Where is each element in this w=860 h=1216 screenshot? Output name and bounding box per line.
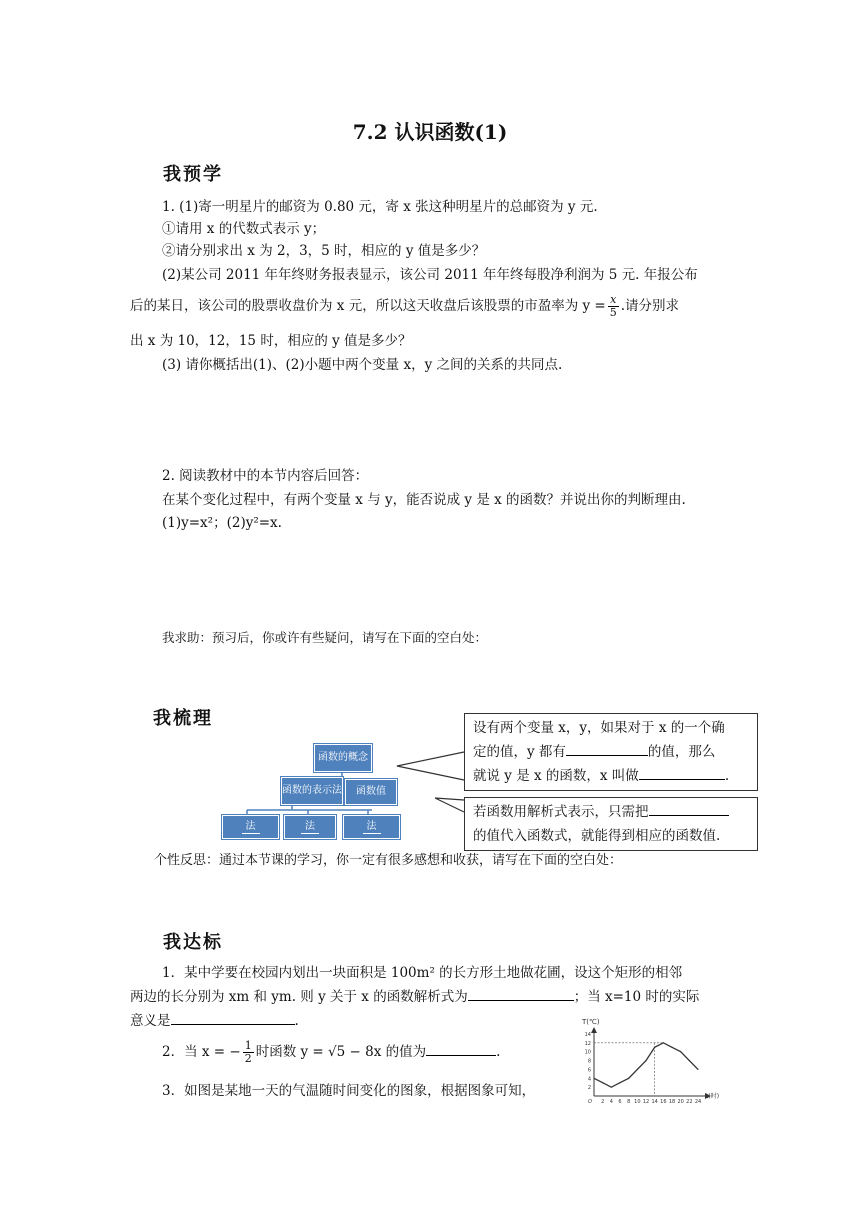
blank-unique-value	[566, 741, 648, 756]
chart-data-point	[680, 1051, 681, 1052]
diagram-leaf-1: 法	[222, 815, 279, 839]
fraction-denominator: 5	[609, 306, 617, 319]
t2-fraction: $\frac{1}{2}$	[244, 1039, 252, 1065]
page-title: 7.2 认识函数(1)	[352, 120, 508, 144]
blank-function-value	[426, 1041, 496, 1056]
chart-x-tick-label: 20	[677, 1099, 684, 1105]
callout-value-line-2: 的值代入函数式，就能得到相应的函数值.	[473, 828, 721, 844]
chart-data-point	[628, 1078, 629, 1079]
chart-data-point	[697, 1069, 698, 1070]
chart-data-point	[663, 1042, 664, 1043]
callout-definition-line-3: 就说 y 是 x 的函数，x 叫做 .	[473, 764, 749, 788]
q1-line-2: ①请用 x 的代数式表示 y；	[162, 221, 326, 237]
chart-y-tick-label: 2	[587, 1085, 591, 1092]
fraction-numerator: x	[608, 294, 619, 307]
q1-line-5-tail: .请分别求	[620, 298, 680, 314]
q2-line-3: (1)y=x²；(2)y²=x.	[162, 515, 282, 531]
chart-data-point	[593, 1078, 594, 1079]
chart-data-point	[671, 1047, 672, 1048]
chart-x-tick-label: 10	[634, 1099, 641, 1105]
q1-line-4: (2)某公司 2011 年年终财务报表显示，该公司 2011 年年终每股净利润为 5 元. 年报公布	[162, 267, 698, 283]
chart-y-tick-label: 10	[584, 1049, 591, 1056]
section-heading-preview: 我预学	[163, 164, 223, 185]
section-heading-review: 我梳理	[153, 708, 213, 729]
t2-line: 2．当 x = − $\frac{1}{2}$ 时函数 y = √5 − 8x 的值为 .	[162, 1039, 501, 1065]
chart-data-point	[637, 1069, 638, 1070]
chart-x-tick-label: 24	[694, 1099, 702, 1105]
callout-function-value	[464, 797, 758, 851]
chart-data-point	[602, 1082, 603, 1083]
callout-pointers	[395, 740, 467, 830]
chart-x-tick-label: 16	[660, 1099, 667, 1105]
chart-x-tick-label: 14	[651, 1099, 658, 1105]
chart-x-tick-label: 4	[609, 1099, 613, 1105]
diagram-node-representation: 函数的表示法	[281, 777, 343, 805]
chart-x-tick-label: 22	[686, 1099, 693, 1105]
blank-practical-meaning	[171, 1010, 295, 1025]
t1-line-1: 1．某中学要在校园内划出一块面积是 100m² 的长方形土地做花圃，设这个矩形的相邻	[162, 965, 683, 981]
reflection-prompt: 个性反思：通过本节课的学习，你一定有很多感想和收获，请写在下面的空白处：	[154, 853, 623, 868]
chart-xlabel: t(时)	[706, 1093, 720, 1100]
temperature-series-line	[594, 1043, 698, 1087]
diagram-leaf-3: 法	[343, 815, 400, 839]
q2-line-1: 2. 阅读教材中的本节内容后回答：	[162, 468, 369, 484]
q1-line-5	[130, 294, 679, 319]
chart-x-tick-label: 8	[627, 1099, 631, 1105]
chart-x-tick-label: 18	[668, 1099, 676, 1105]
section-heading-target: 我达标	[163, 932, 223, 953]
chart-data-point	[619, 1082, 620, 1083]
chart-y-tick-label: 8	[587, 1058, 591, 1065]
t3-line: 3．如图是某地一天的气温随时间变化的图象，根据图象可知，	[162, 1083, 536, 1099]
q1-line-1: 1. (1)寄一明星片的邮资为 0.80 元，寄 x 张这种明星片的总邮资为 y 元.	[162, 199, 598, 215]
diagram-node-function-value: 函数值	[345, 779, 397, 805]
q1-line-7: (3) 请你概括出(1)、(2)小题中两个变量 x，y 之间的关系的共同点.	[162, 357, 563, 373]
q2-line-2: 在某个变化过程中，有两个变量 x 与 y，能否说成 y 是 x 的函数？并说出你的判断理由.	[162, 492, 686, 508]
callout-definition-line-2: 定的值，y 都有 的值，那么	[473, 740, 749, 764]
chart-y-tick-label: 6	[587, 1067, 591, 1074]
pe-ratio-fraction	[608, 294, 619, 319]
chart-x-tick-label: O	[588, 1099, 592, 1105]
chart-ylabel: T(℃)	[582, 1018, 600, 1026]
callout-definition	[464, 713, 758, 791]
chart-y-tick-label: 12	[584, 1040, 591, 1047]
chart-y-tick-label: 4	[587, 1076, 591, 1083]
chart-x-tick-label: 2	[601, 1099, 605, 1105]
chart-x-tick-label: 6	[618, 1099, 622, 1105]
help-prompt: 我求助：预习后，你或许有些疑问，请写在下面的空白处：	[162, 630, 488, 645]
blank-function-expression	[468, 986, 574, 1001]
diagram-node-function-concept: 函数的概念	[314, 744, 372, 772]
blank-independent-variable	[639, 765, 725, 780]
t1-line-3: 意义是 .	[130, 1010, 299, 1032]
chart-data-point	[654, 1047, 655, 1048]
chart-x-tick-label: 12	[642, 1099, 650, 1105]
chart-data-point	[689, 1060, 690, 1061]
callout-definition-line-1: 设有两个变量 x，y，如果对于 x 的一个确	[473, 720, 725, 736]
blank-substitute-value	[649, 801, 729, 816]
q1-line-3: ②请分别求出 x 为 2，3，5 时，相应的 y 值是多少？	[162, 243, 486, 259]
q1-line-6: 出 x 为 10，12，15 时，相应的 y 值是多少？	[130, 333, 412, 349]
chart-y-tick-label: 14	[584, 1032, 591, 1038]
diagram-leaf-2: 法	[284, 815, 336, 839]
chart-data-point	[611, 1087, 612, 1088]
temperature-chart	[570, 1014, 730, 1108]
chart-data-point	[645, 1060, 646, 1061]
callout-value-line-1: 若函数用解析式表示，只需把	[473, 800, 749, 824]
t1-line-2: 两边的长分别为 xm 和 ym. 则 y 关于 x 的函数解析式为 ；当 x=10 时的实际	[130, 986, 699, 1008]
q1-line-5-text: 后的某日，该公司的股票收盘价为 x 元，所以这天收盘后该股票的市盈率为 y =	[130, 298, 606, 314]
